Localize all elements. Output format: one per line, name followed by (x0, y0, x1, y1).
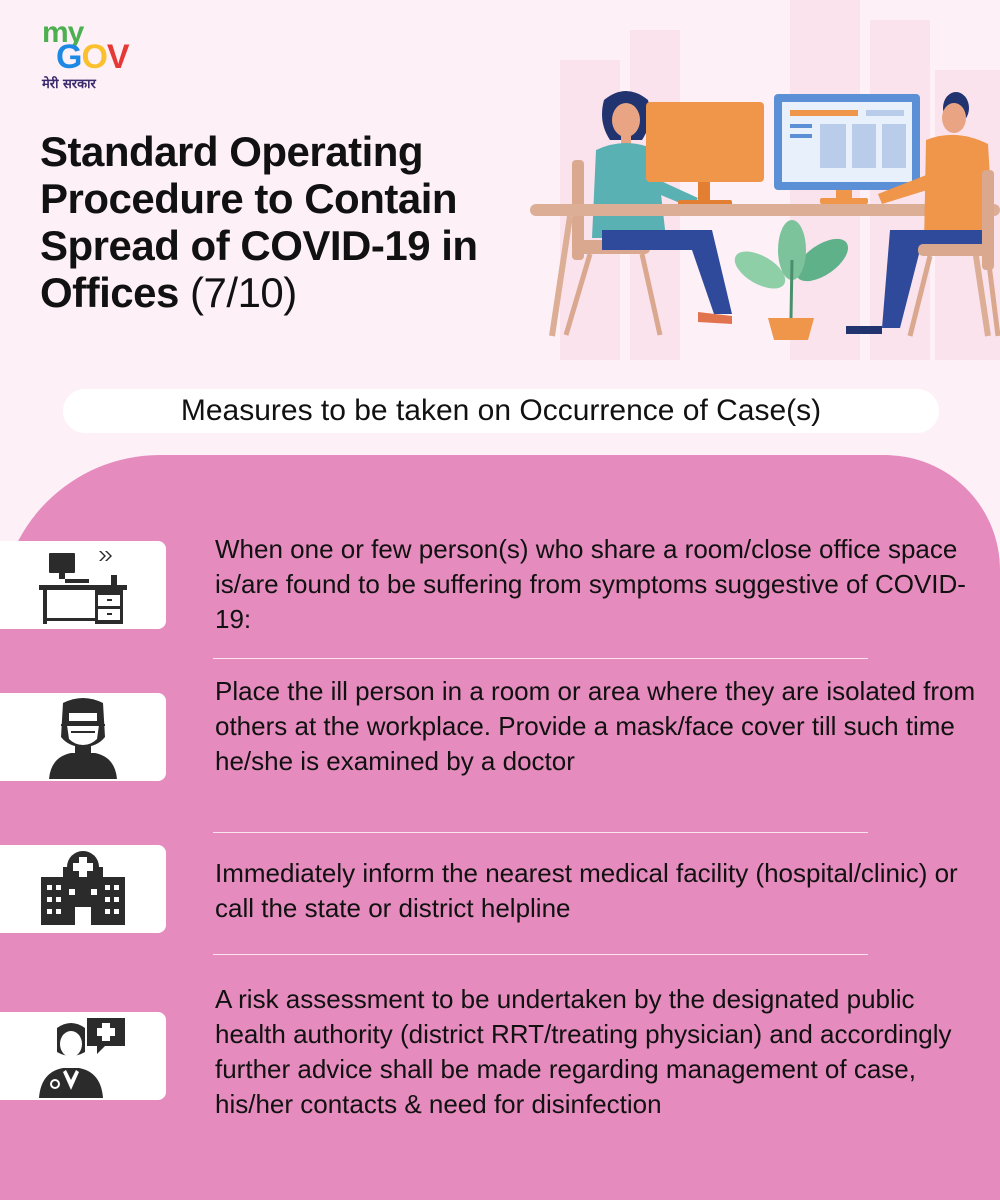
page-number: (7/10) (178, 269, 297, 316)
item-icon-box-2 (0, 693, 166, 781)
hospital-icon (33, 849, 133, 929)
logo-my: my (42, 16, 84, 49)
item-text-4: A risk assessment to be undertaken by the designated public health authority (district RRT/treating physician) and accordingly further advice shall be made regarding management of case, his/her contacts & need for disinfection (215, 984, 952, 1119)
item-text-1: When one or few person(s) who share a room/close office space is/are found to be suffering from symptoms suggestive of COVID-19: (215, 534, 966, 634)
mygov-logo[interactable] (40, 16, 140, 96)
masked-person-icon (43, 695, 123, 779)
item-icon-box-3 (0, 845, 166, 933)
item-text-3: Immediately inform the nearest medical facility (hospital/clinic) or call the state or district helpline (215, 858, 958, 923)
separator-2 (213, 832, 868, 833)
page-title: Standard Operating Procedure to Contain Spread of COVID-19 in Offices (7/10) (40, 128, 478, 316)
item-icon-box-1 (0, 541, 166, 629)
office-workers-illustration (530, 80, 1000, 340)
section-heading (63, 389, 939, 433)
doctor-icon (35, 1014, 131, 1098)
logo-tagline: मेरी सरकार (42, 77, 96, 92)
logo-gov: GOV (56, 38, 129, 76)
separator-1 (213, 658, 868, 659)
office-desk-icon (35, 545, 131, 625)
item-icon-box-4 (0, 1012, 166, 1100)
section-heading-text: Measures to be taken on Occurrence of Case(s) (180, 394, 822, 427)
item-text-2: Place the ill person in a room or area where they are isolated from others at the workplace. Provide a mask/face cover till such time he/she is examined by a doctor (215, 676, 976, 776)
separator-3 (213, 954, 868, 955)
